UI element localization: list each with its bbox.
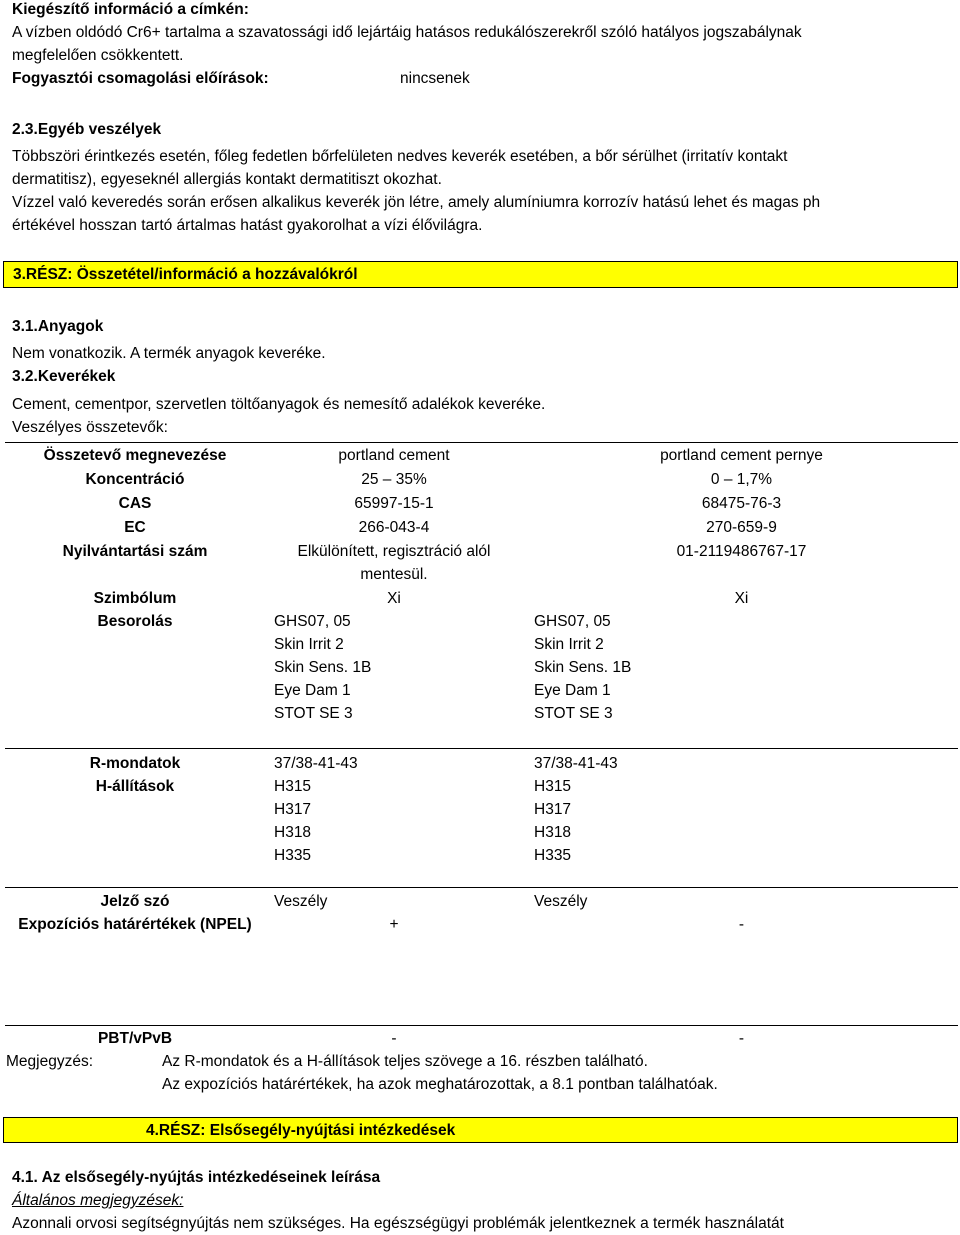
section-3-2-heading: 3.2.Keverékek bbox=[12, 368, 116, 385]
registration-col-2: 01-2119486767-17 bbox=[676, 543, 807, 560]
registration-col-1-line-2: mentesül. bbox=[360, 566, 428, 583]
exposure-limits-label: Expozíciós határértékek (NPEL) bbox=[18, 916, 252, 933]
classification-col-2-item: STOT SE 3 bbox=[534, 705, 613, 722]
registration-label: Nyilvántartási szám bbox=[62, 543, 208, 560]
section-4-banner-title: 4.RÉSZ: Elsősegély-nyújtási intézkedések bbox=[146, 1122, 456, 1139]
label-info-heading: Kiegészítő információ a címkén: bbox=[12, 1, 249, 18]
section-3-1-text: Nem vonatkozik. A termék anyagok keveréke. bbox=[12, 345, 326, 362]
symbol-label: Szimbólum bbox=[93, 590, 177, 607]
classification-col-1-item: Skin Sens. 1B bbox=[274, 659, 372, 676]
classification-col-1-item: STOT SE 3 bbox=[274, 705, 353, 722]
section-2-3-line-1: Többszöri érintkezés esetén, főleg fedetlen bőrfelületen nedves keverék esetében, a bőr sérülhet (irritatív kontakt bbox=[12, 148, 788, 165]
h-statements-label: H-állítások bbox=[95, 778, 175, 795]
table-header-col-1: portland cement bbox=[338, 447, 450, 464]
h-statement-item: H317 bbox=[274, 801, 312, 818]
symbol-col-1: Xi bbox=[387, 590, 401, 607]
classification-col-1 bbox=[274, 610, 371, 725]
classification-col-1-item: GHS07, 05 bbox=[274, 613, 351, 630]
pbt-col-1: - bbox=[391, 1030, 397, 1047]
signal-word-col-2: Veszély bbox=[534, 893, 588, 910]
classification-col-2 bbox=[534, 610, 631, 725]
classification-col-2-item: GHS07, 05 bbox=[534, 613, 611, 630]
packaging-value: nincsenek bbox=[400, 70, 470, 87]
classification-col-2-item: Skin Sens. 1B bbox=[534, 659, 632, 676]
note-line-2: Az expozíciós határértékek, ha azok meghatározottak, a 8.1 pontban találhatóak. bbox=[162, 1076, 718, 1093]
hazardous-components-label: Veszélyes összetevők: bbox=[12, 419, 168, 436]
section-3-banner bbox=[3, 261, 958, 288]
signal-word-col-1: Veszély bbox=[274, 893, 328, 910]
cas-label: CAS bbox=[118, 495, 152, 512]
section-4-1-heading: 4.1. Az elsősegély-nyújtás intézkedéseinek leírása bbox=[12, 1169, 381, 1186]
table-rule-3 bbox=[5, 887, 958, 888]
section-2-3-line-3: Vízzel való keveredés során erősen alkalikus keverék jön létre, amely alumíniumra korrozív hatású lehet és magas ph bbox=[12, 194, 821, 211]
h-statement-item: H318 bbox=[274, 824, 312, 841]
table-rule-4 bbox=[5, 1025, 958, 1026]
section-2-3-line-4: értékével hosszan tartó ártalmas hatást gyakorolhat a vízi élővilágra. bbox=[12, 217, 483, 234]
section-3-1-heading: 3.1.Anyagok bbox=[12, 318, 104, 335]
h-statement-item: H318 bbox=[534, 824, 572, 841]
pbt-col-2: - bbox=[738, 1030, 745, 1047]
h-statements-col-2 bbox=[534, 775, 571, 867]
note-label: Megjegyzés: bbox=[6, 1053, 94, 1070]
section-3-banner-title: 3.RÉSZ: Összetétel/információ a hozzávalókról bbox=[13, 266, 358, 283]
label-info-line-2: megfelelően csökkentett. bbox=[12, 47, 184, 64]
exposure-limits-col-2: - bbox=[738, 916, 745, 933]
note-line-1: Az R-mondatok és a H-állítások teljes szövege a 16. részben található. bbox=[162, 1053, 648, 1070]
h-statement-item: H317 bbox=[534, 801, 572, 818]
table-header-col-2: portland cement pernye bbox=[660, 447, 823, 464]
classification-label: Besorolás bbox=[97, 613, 173, 630]
exposure-limits-col-1: + bbox=[389, 916, 399, 933]
cas-col-1: 65997-15-1 bbox=[354, 495, 434, 512]
concentration-col-2: 0 – 1,7% bbox=[710, 471, 773, 488]
classification-col-2-item: Skin Irrit 2 bbox=[534, 636, 604, 653]
r-phrases-col-1: 37/38-41-43 bbox=[274, 755, 358, 772]
classification-col-1-item: Skin Irrit 2 bbox=[274, 636, 344, 653]
general-notes-text: Azonnali orvosi segítségnyújtás nem szükséges. Ha egészségügyi problémák jelentkeznek a termék használatát bbox=[12, 1215, 784, 1232]
label-info-line-1: A vízben oldódó Cr6+ tartalma a szavatossági idő lejártáig hatásos redukálószerekről szóló hatályos jogszabálynak bbox=[12, 24, 802, 41]
table-top-rule bbox=[5, 442, 958, 443]
r-phrases-col-2: 37/38-41-43 bbox=[534, 755, 618, 772]
table-rule-2 bbox=[5, 748, 958, 749]
section-4-banner bbox=[3, 1117, 958, 1143]
general-notes-label: Általános megjegyzések: bbox=[12, 1192, 184, 1209]
classification-col-2-item: Eye Dam 1 bbox=[534, 682, 611, 699]
ec-label: EC bbox=[124, 519, 146, 536]
section-2-3-line-2: dermatitisz), egyeseknél allergiás kontakt dermatitiszt okozhat. bbox=[12, 171, 442, 188]
h-statement-item: H335 bbox=[274, 847, 312, 864]
registration-col-1-line-1: Elkülönített, regisztráció alól bbox=[297, 543, 491, 560]
concentration-label: Koncentráció bbox=[85, 471, 185, 488]
ec-col-2: 270-659-9 bbox=[706, 519, 777, 536]
h-statements-col-1 bbox=[274, 775, 311, 867]
r-phrases-label: R-mondatok bbox=[89, 755, 181, 772]
h-statement-item: H335 bbox=[534, 847, 572, 864]
classification-col-1-item: Eye Dam 1 bbox=[274, 682, 351, 699]
cas-col-2: 68475-76-3 bbox=[701, 495, 782, 512]
section-3-2-text: Cement, cementpor, szervetlen töltőanyagok és nemesítő adalékok keveréke. bbox=[12, 396, 546, 413]
symbol-col-2: Xi bbox=[734, 590, 749, 607]
table-header-label: Összetevő megnevezése bbox=[43, 447, 227, 464]
h-statement-item: H315 bbox=[534, 778, 572, 795]
packaging-label: Fogyasztói csomagolási előírások: bbox=[12, 70, 269, 87]
concentration-col-1: 25 – 35% bbox=[361, 471, 427, 488]
signal-word-label: Jelző szó bbox=[100, 893, 170, 910]
pbt-label: PBT/vPvB bbox=[97, 1030, 173, 1047]
h-statement-item: H315 bbox=[274, 778, 312, 795]
ec-col-1: 266-043-4 bbox=[358, 519, 430, 536]
section-2-3-heading: 2.3.Egyéb veszélyek bbox=[12, 121, 162, 138]
